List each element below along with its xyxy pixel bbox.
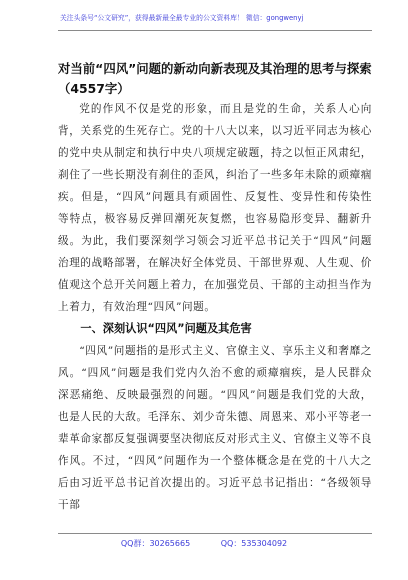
section-paragraph: “四风”问题指的是形式主义、官僚主义、享乐主义和奢靡之风。“四风”问题是我们党内久治不愈的顽瘴痼疾，是人民群众深恶痛绝、反映最强烈的问题。“四风”问题是我们党的大敌，也是人民的大敌。毛泽东、刘少奇朱德、周恩来、邓小平等老一辈革命家都反复强调要坚决彻底反对形式主义、官僚主义等不良作风。不过，“四风”问题作为一个整体概念是在党的十八大之后由习近平总书记首次提出的。习近平总书记指出：“各级领导干部 <box>58 345 372 511</box>
document-title: 对当前“四风”问题的新动向新表现及其治理的思考与探索（4557字） <box>58 61 372 96</box>
footer-qq: QQ：535304092 <box>220 539 288 548</box>
document-body <box>58 98 372 516</box>
promo-banner: 关注头条号“公文研究”，获得最新最全最专业的公文资料库！ 微信：gongwenyj <box>60 14 304 22</box>
footer-qq-group: QQ群：30265665 <box>120 539 191 548</box>
footer-divider <box>58 533 372 534</box>
header-divider <box>58 30 372 31</box>
section-heading: 一、深刻认识“四风”问题及其危害 <box>80 322 252 335</box>
intro-paragraph: 党的作风不仅是党的形象，而且是党的生命，关系人心向背，关系党的生死存亡。党的十八大以来，以习近平同志为核心的党中央从制定和执行中央八项规定破题，持之以恒正风肃纪，刹住了一些长期没有刹住的歪风，纠治了一些多年未除的顽瘴痼疾。但是，“四风”问题具有顽固性、反复性、变异性和传染性等特点，极容易反弹回潮死灰复燃，也容易隐形变异、翻新升级。为此，我们要深刻学习领会习近平总书记关于“四风”问题治理的战略部署，在解决好全体党员、干部世界观、人生观、价值观这个总开关问题上着力，在加强党员、干部的主动担当作为上着力，有效治理“四风”问题。 <box>58 103 372 313</box>
page-footer <box>0 538 408 549</box>
